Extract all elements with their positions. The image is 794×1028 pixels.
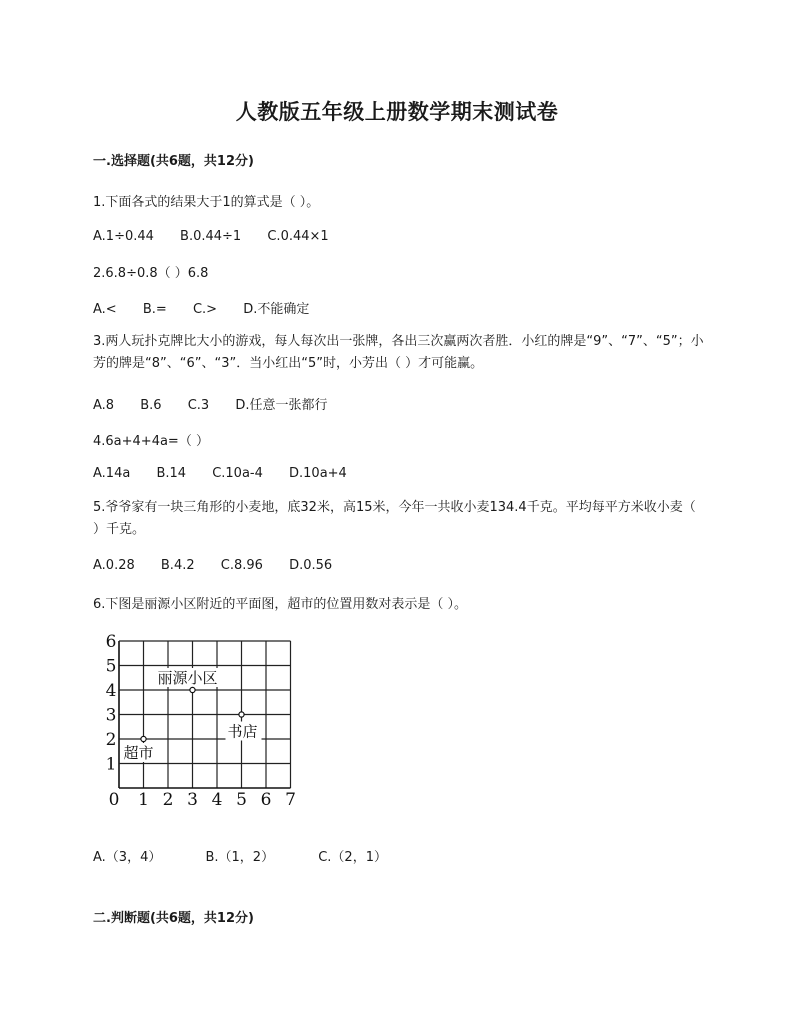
question-3-options <box>93 394 349 413</box>
x-tick-label: 7 <box>285 790 296 810</box>
x-tick-label: 1 <box>138 790 149 810</box>
option-c: C.> <box>192 302 218 317</box>
question-2-options <box>93 298 331 317</box>
y-tick-label: 4 <box>105 681 117 701</box>
option-a: A.（3，4） <box>93 850 162 865</box>
option-b: B.6 <box>140 398 162 413</box>
question-3: 3.两人玩扑克牌比大小的游戏，每人每次出一张牌，各出三次赢两次者胜．小红的牌是“9”、“7”、“5”；小芳的牌是“8”、“6”、“3”．当小红出“5”时，小芳出（ ）才可能赢。 <box>93 334 704 371</box>
place-label: 超市 <box>123 744 154 762</box>
grid-svg <box>97 628 307 810</box>
option-b: B.14 <box>156 466 187 481</box>
option-a: A.1÷0.44 <box>93 229 154 244</box>
option-c: C.3 <box>187 398 210 413</box>
place-point <box>141 736 146 741</box>
option-a: A.< <box>93 302 117 317</box>
section-heading-judgement: 二.判断题(共6题，共12分) <box>93 911 254 926</box>
place-label: 丽源小区 <box>157 669 218 687</box>
question-6: 6.下图是丽源小区附近的平面图，超市的位置用数对表示是（ ）。 <box>93 597 468 612</box>
question-5-options <box>93 558 354 573</box>
option-c: C.0.44×1 <box>267 229 329 244</box>
x-tick-label: 3 <box>187 790 198 810</box>
option-d: D.不能确定 <box>243 302 310 317</box>
option-a: A.0.28 <box>93 558 135 573</box>
option-d: D.任意一张都行 <box>235 398 328 413</box>
option-d: D.10a+4 <box>289 466 347 481</box>
place-point <box>190 687 195 692</box>
x-tick-label: 2 <box>162 790 174 810</box>
place-label: 书店 <box>227 722 258 741</box>
page-title: 人教版五年级上册数学期末测试卷 <box>235 99 559 124</box>
y-tick-label: 6 <box>105 632 117 652</box>
x-tick-label: 4 <box>211 790 223 810</box>
question-6-options <box>93 846 409 865</box>
question-2: 2.6.8÷0.8（ ）6.8 <box>93 266 209 281</box>
y-tick-label: 1 <box>105 754 117 775</box>
section-heading-choice: 一.选择题(共6题，共12分) <box>93 154 254 169</box>
question-5: 5.爷爷家有一块三角形的小麦地，底32米，高15米，今年一共收小麦134.4千克。平均每平方米收小麦（ ）千克。 <box>93 500 696 537</box>
option-b: B.4.2 <box>160 558 195 573</box>
option-b: B.（1，2） <box>205 850 275 865</box>
option-c: C.10a-4 <box>212 466 263 481</box>
option-a: A.8 <box>93 398 115 413</box>
question-1: 1.下面各式的结果大于1的算式是（ ）。 <box>93 195 320 210</box>
coordinate-grid-figure <box>97 628 307 810</box>
y-tick-label: 2 <box>105 730 117 750</box>
option-b: B.= <box>142 302 167 317</box>
question-4-options <box>93 466 369 481</box>
option-d: D.0.56 <box>289 558 333 573</box>
x-tick-label: 6 <box>260 790 272 810</box>
x-tick-label: 0 <box>108 790 120 810</box>
question-1-options <box>93 229 351 244</box>
x-tick-label: 5 <box>236 790 247 810</box>
question-4: 4.6a+4+4a=（ ） <box>93 434 209 449</box>
option-a: A.14a <box>93 466 131 481</box>
y-tick-label: 5 <box>105 656 117 677</box>
option-c: C.8.96 <box>220 558 263 573</box>
option-b: B.0.44÷1 <box>180 229 242 244</box>
y-tick-label: 3 <box>105 705 117 726</box>
place-point <box>239 712 244 717</box>
option-c: C.（2，1） <box>318 850 387 865</box>
